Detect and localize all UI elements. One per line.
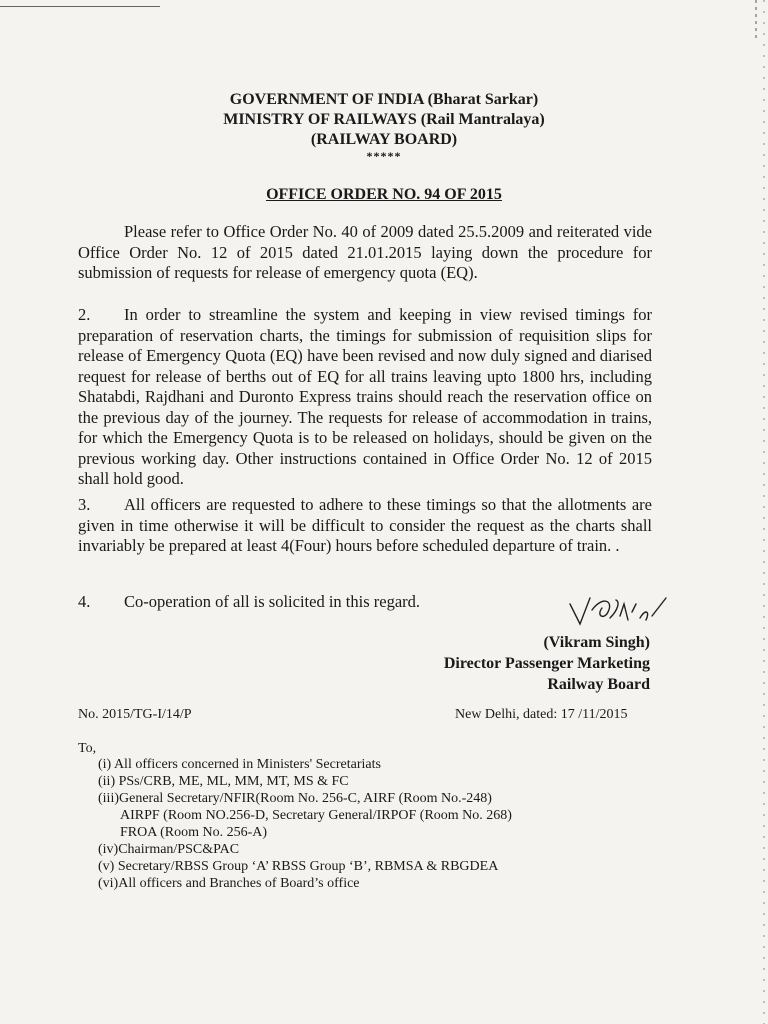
paragraph-4-text: Co-operation of all is solicited in this regard. [124,592,421,611]
signatory-name: (Vikram Singh) [543,634,650,651]
list-item: FROA (Room No. 256-A) [120,825,268,840]
signature-block [380,632,650,695]
government-line: GOVERNMENT OF INDIA (Bharat Sarkar) [229,91,539,108]
paragraph-4 [78,592,458,613]
scan-top-line [0,6,160,7]
list-item: (ii) PSs/CRB, ME, ML, MM, MT, MS & FC [98,774,349,789]
header-stars: ***** [366,149,402,163]
ministry-line: MINISTRY OF RAILWAYS (Rail Mantralaya) [223,111,545,128]
list-item: (v) Secretary/RBSS Group ‘A’ RBSS Group ‘B’, RBMSA & RBGDEA [98,859,499,874]
paragraph-2-text: In order to streamline the system and keeping in view revised timings for preparation of reservation charts, the timings for submission of requisition slips for release of Emergency Quota (EQ) have been revised and now duly signed and diarised request for release of berths out of EQ for all trains leaving upto 1800 hrs, including Shatabdi, Rajdhani and Duronto Express trains should reach the reservation office on the previous day of the journey. The requests for release of accommodation in trains, for which the Emergency Quota is to be released on holidays, should be given on the previous working day. Other instructions contained in Office Order No. 12 of 2015 shall hold good. [78,305,652,488]
to-label: To, [78,741,97,756]
recipient-list [98,756,618,892]
list-item: (iv)Chairman/PSC&PAC [98,842,240,857]
signatory-office: Railway Board [547,676,650,693]
paragraph-1: Please refer to Office Order No. 40 of 2009 dated 25.5.2009 and reiterated vide Office Order No. 12 of 2015 dated 21.01.2015 laying down the procedure for submission of requests for release of emergency quota (EQ). [78,222,652,282]
letterhead [0,90,768,162]
list-item: (i) All officers concerned in Ministers' Secretariats [98,757,381,772]
paragraph-3-number: 3. [78,495,91,514]
office-order-title: OFFICE ORDER NO. 94 OF 2015 [266,186,502,203]
handwritten-signature [562,590,672,638]
list-item: (vi)All officers and Branches of Board’s office [98,876,360,891]
paragraph-2-number: 2. [78,305,91,324]
place-date: New Delhi, dated: 17 /11/2015 [455,707,628,722]
paragraph-3 [78,495,652,557]
file-number: No. 2015/TG-I/14/P [78,707,192,722]
paragraph-2 [78,305,652,490]
board-line: (RAILWAY BOARD) [310,131,458,148]
signatory-designation: Director Passenger Marketing [443,655,650,672]
list-item: (iii)General Secretary/NFIR(Room No. 256-C, AIRF (Room No.-248) [98,791,492,806]
paragraph-4-number: 4. [78,592,91,611]
paragraph-3-text: All officers are requested to adhere to these timings so that the allotments are given in time otherwise it will be difficult to consider the request as the charts shall invariably be prepared at least 4(Four) hours before scheduled departure of train. . [78,495,652,555]
list-item: AIRPF (Room NO.256-D, Secretary General/IRPOF (Room No. 268) [120,808,512,823]
